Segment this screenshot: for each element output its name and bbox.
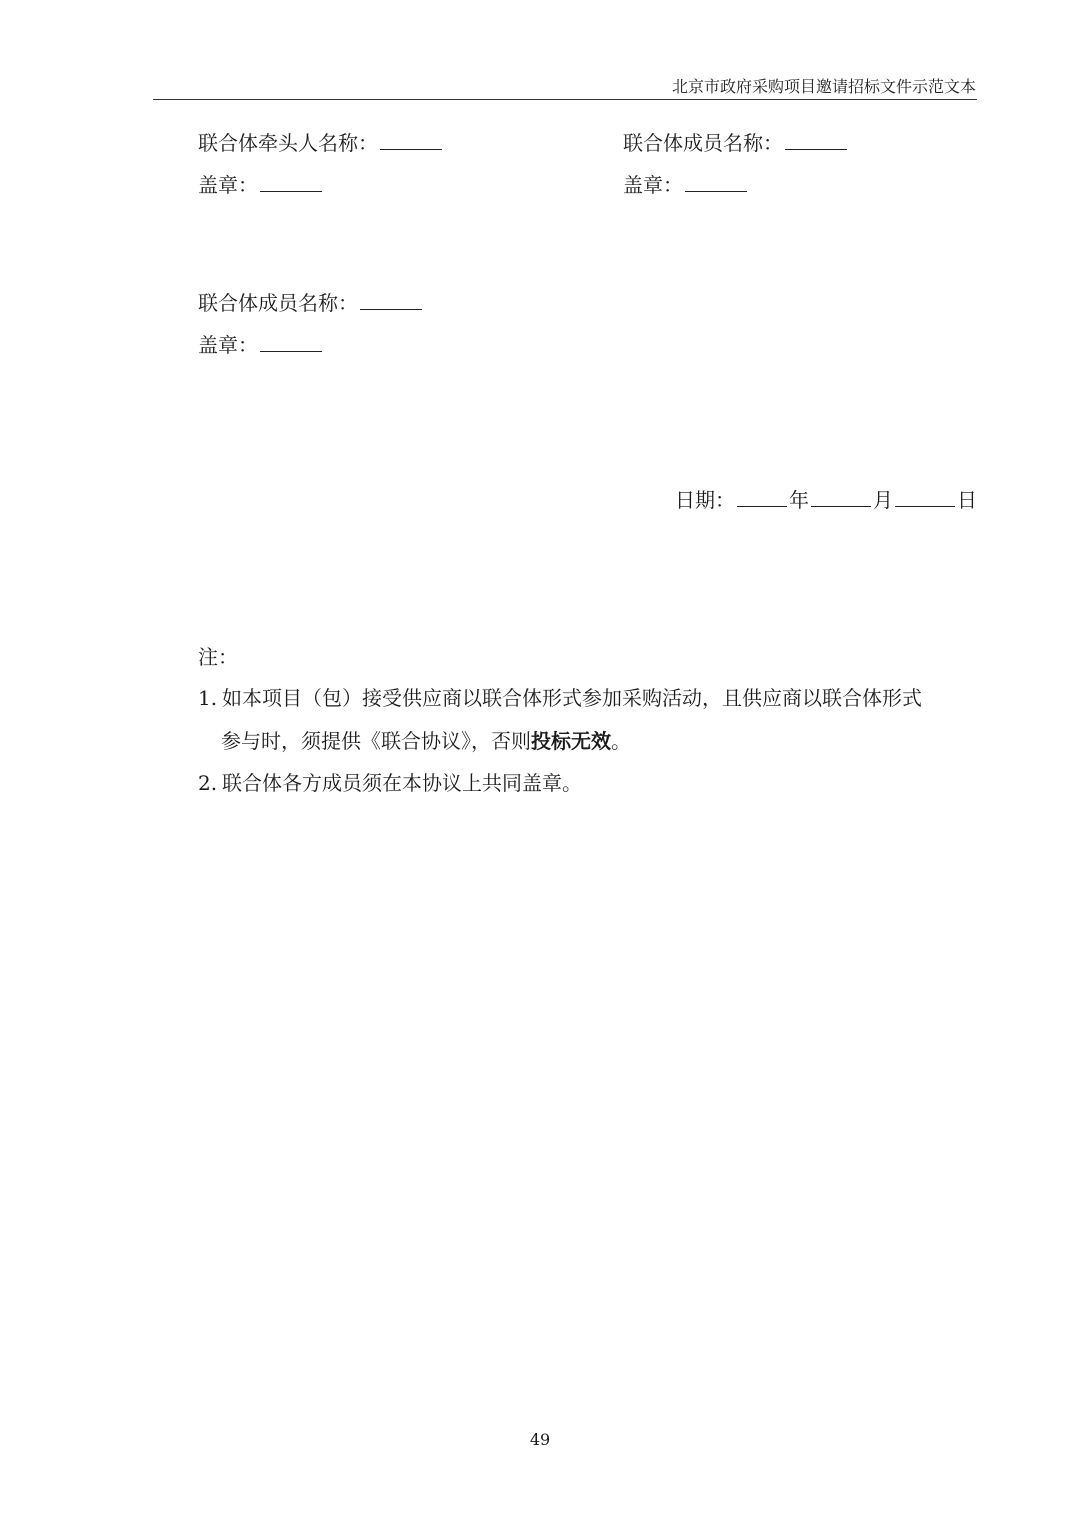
member2-seal-label: 盖章： <box>198 333 258 357</box>
note-item-1-line-2 <box>221 727 631 755</box>
note-item-1-text: 如本项目（包）接受供应商以联合体形式参加采购活动，且供应商以联合体形式 <box>222 686 922 710</box>
month-blank[interactable] <box>811 486 871 507</box>
member2-seal-blank[interactable] <box>260 331 322 352</box>
member1-name-field <box>623 129 849 157</box>
member2-seal-field <box>198 331 324 359</box>
year-label: 年 <box>789 488 809 512</box>
lead-name-label: 联合体牵头人名称： <box>198 131 378 155</box>
date-field <box>675 486 977 514</box>
note-item-1-period: 。 <box>611 729 631 753</box>
lead-seal-label: 盖章： <box>198 173 258 197</box>
lead-seal-blank[interactable] <box>260 171 322 192</box>
member1-seal-field <box>623 171 749 199</box>
member2-name-blank[interactable] <box>360 289 422 310</box>
date-label: 日期： <box>675 488 735 512</box>
page-number: 49 <box>529 1430 551 1449</box>
member2-name-field <box>198 289 424 317</box>
member1-seal-label: 盖章： <box>623 173 683 197</box>
lead-name-blank[interactable] <box>380 129 442 150</box>
year-blank[interactable] <box>737 486 787 507</box>
member1-name-label: 联合体成员名称： <box>623 131 783 155</box>
day-label: 日 <box>957 488 977 512</box>
note-item-1-text-cont: 参与时，须提供《联合协议》，否则 <box>221 729 531 753</box>
note-item-2 <box>198 769 582 797</box>
note-item-2-number: 2. <box>198 771 218 795</box>
note-item-2-text: 联合体各方成员须在本协议上共同盖章。 <box>222 771 582 795</box>
header-rule <box>153 99 977 100</box>
member2-name-label: 联合体成员名称： <box>198 291 358 315</box>
member1-name-blank[interactable] <box>785 129 847 150</box>
month-label: 月 <box>873 488 893 512</box>
day-blank[interactable] <box>895 486 955 507</box>
running-header-title: 北京市政府采购项目邀请招标文件示范文本 <box>671 77 976 96</box>
member1-seal-blank[interactable] <box>685 171 747 192</box>
notes-heading: 注： <box>198 645 238 669</box>
note-item-1-emphasis: 投标无效 <box>531 729 611 753</box>
note-item-1-line-1 <box>198 684 922 712</box>
lead-name-field <box>198 129 444 157</box>
note-item-1-number: 1. <box>198 686 218 710</box>
lead-seal-field <box>198 171 324 199</box>
